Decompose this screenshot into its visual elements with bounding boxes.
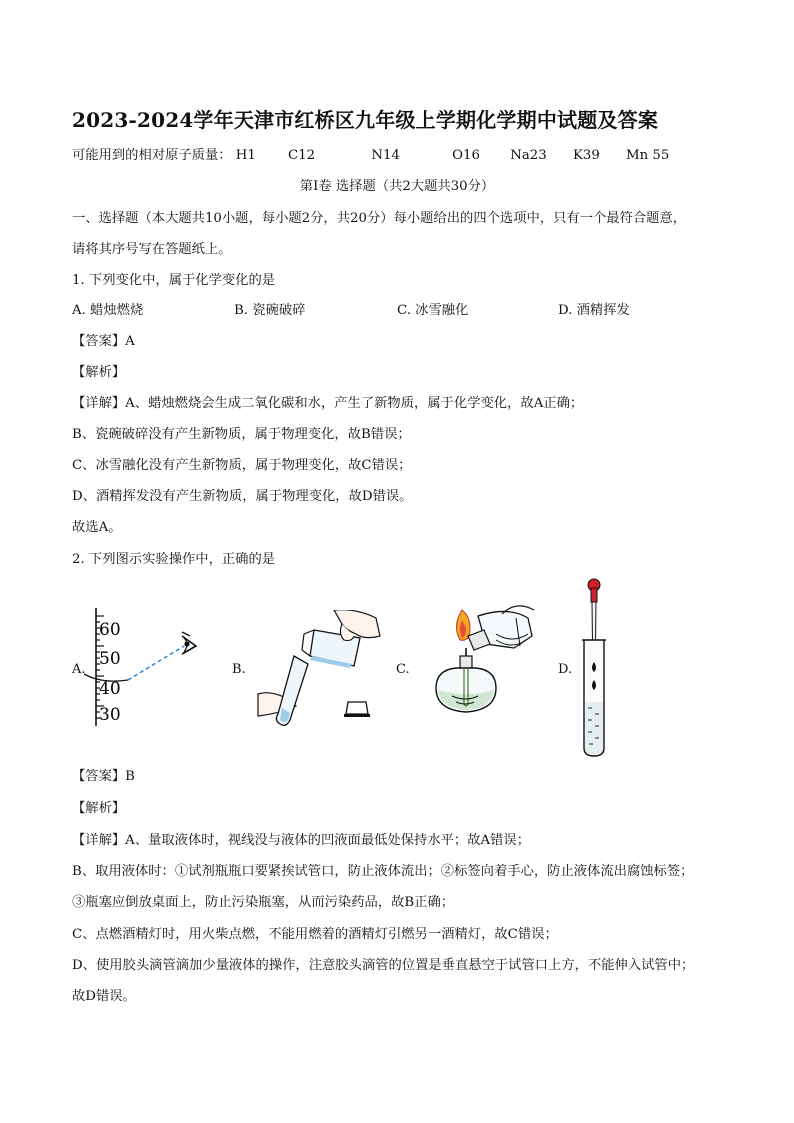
mass-n: N14 (371, 148, 400, 163)
cylinder-tick-40: 40 (99, 679, 121, 699)
q2-figure-label-c: C. (396, 662, 410, 677)
q2-figure-label-b: B. (232, 662, 246, 677)
q1-options (72, 302, 752, 320)
mass-o: O16 (452, 148, 480, 163)
q1-option-a: A. 蜡烛燃烧 (72, 303, 144, 318)
bottle-stopper (346, 702, 368, 714)
figure-b-pouring-liquid (256, 610, 386, 730)
q1-detail-1: 【详解】A、蜡烛燃烧会生成二氧化碳和水，产生了新物质，属于化学变化，故A正确； (72, 396, 584, 411)
q1-option-b: B. 瓷碗破碎 (234, 303, 306, 318)
q1-option-c: C. 冰雪融化 (397, 303, 469, 318)
atomic-masses-label: 可能用到的相对原子质量： (72, 148, 232, 163)
atomic-masses-line (72, 147, 669, 165)
mass-k: K39 (572, 148, 600, 163)
mass-h: H1 (235, 148, 256, 163)
section-title: 第Ⅰ卷 选择题（共2大题共30分） (299, 179, 495, 194)
cylinder-tick-60: 60 (99, 620, 121, 640)
cylinder-tick-30: 30 (99, 705, 121, 725)
q2-stem: 2. 下列图示实验操作中，正确的是 (72, 552, 276, 567)
q1-detail-4: D、酒精挥发没有产生新物质，属于物理变化，故D错误。 (72, 489, 413, 504)
cylinder-tick-50: 50 (99, 649, 121, 669)
mass-c: C12 (288, 148, 316, 163)
q1-conclusion: 故选A。 (72, 520, 122, 535)
q2-conclusion: 故D错误。 (72, 989, 136, 1004)
figure-c-alcohol-lamps (416, 578, 546, 728)
q1-stem: 1. 下列变化中，属于化学变化的是 (72, 273, 276, 288)
q2-figure-label-d: D. (558, 662, 573, 677)
mass-mn: Mn 55 (626, 148, 670, 163)
q2-figure-label-a: A. (72, 662, 86, 677)
mass-na: Na23 (510, 148, 547, 163)
page-title: 2023-2024学年天津市红桥区九年级上学期化学期中试题及答案 (72, 108, 659, 132)
q2-detail-4: C、点燃酒精灯时，用火柴点燃，不能用燃着的酒精灯引燃另一酒精灯，故C错误； (72, 927, 558, 942)
dropper-bulb (591, 588, 597, 602)
figure-a-cylinder-reading (84, 608, 224, 728)
part1-instruction-1: 一、选择题（本大题共10小题，每小题2分，共20分）每小题给出的四个选项中，只有一个最符合题意， (72, 211, 687, 226)
q2-detail-1: 【详解】A、量取液体时，视线没与液体的凹液面最低处保持水平；故A错误； (72, 833, 531, 848)
q1-detail-3: C、冰雪融化没有产生新物质，属于物理变化，故C错误； (72, 458, 412, 473)
q2-answer: 【答案】B (72, 769, 135, 784)
q2-detail-2: B、取用液体时：①试剂瓶瓶口要紧挨试管口，防止液体流出；②标签向着手心，防止液体流出腐蚀标签； (72, 864, 694, 879)
figure-d-dropper (580, 578, 620, 758)
q2-figures (72, 578, 752, 758)
q1-detail-2: B、瓷碗破碎没有产生新物质，属于物理变化，故B错误； (72, 427, 411, 442)
eye-icon (182, 632, 196, 654)
q2-analysis-label: 【解析】 (72, 801, 126, 816)
q1-analysis-label: 【解析】 (72, 365, 126, 380)
q1-option-d: D. 酒精挥发 (558, 303, 630, 318)
q2-detail-3: ③瓶塞应倒放桌面上，防止污染瓶塞，从而污染药品，故B正确； (72, 895, 455, 910)
q1-answer: 【答案】A (72, 334, 135, 349)
dropper-tube (592, 602, 596, 644)
q2-detail-5: D、使用胶头滴管滴加少量液体的操作，注意胶头滴管的位置是垂直悬空于试管口上方，不能伸入试管中； (72, 958, 695, 973)
part1-instruction-2: 请将其序号写在答题纸上。 (72, 242, 232, 257)
